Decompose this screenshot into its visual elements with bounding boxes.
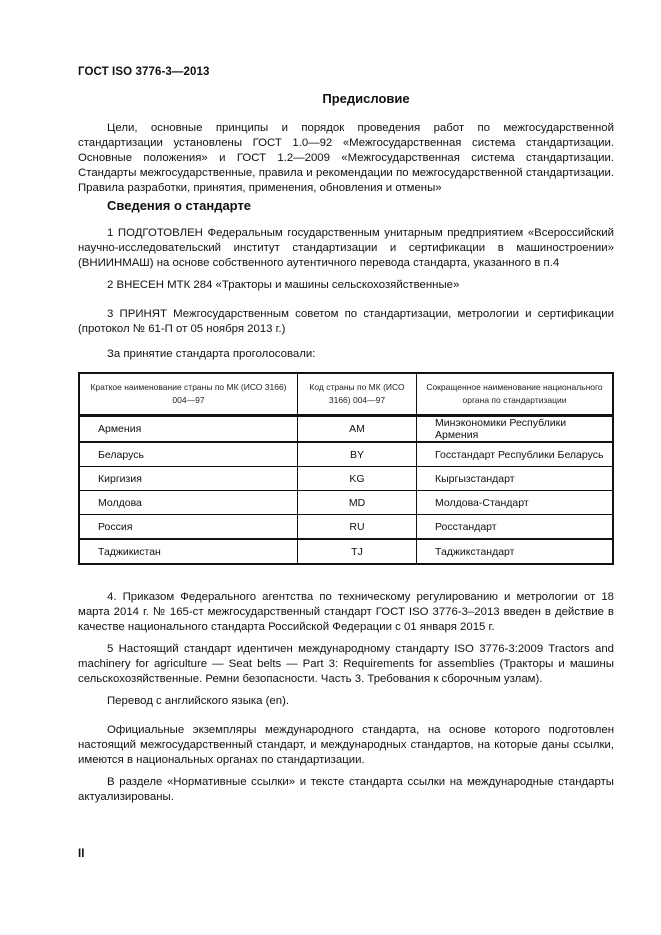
voting-table xyxy=(78,372,614,565)
item-3-block xyxy=(78,307,614,337)
header-national-body: Сокращенное наименование национального органа по стандартизации xyxy=(417,373,614,416)
table-row xyxy=(79,467,613,491)
table-row xyxy=(79,442,613,467)
item-2-block xyxy=(78,278,614,293)
references-note-block xyxy=(78,775,614,805)
voted-label: За принятие стандарта проголосовали: xyxy=(107,348,316,360)
cell-country: Киргизия xyxy=(79,467,298,491)
cell-org: Кыргызстандарт xyxy=(417,467,614,491)
item-4-block xyxy=(78,590,614,635)
cell-code: RU xyxy=(298,515,417,540)
official-copies-block xyxy=(78,723,614,768)
table-row xyxy=(79,539,613,564)
cell-code: KG xyxy=(298,467,417,491)
item-1-paragraph: 1 ПОДГОТОВЛЕН Федеральным государственным унитарным предприятием «Всероссийский научно-исследовательский институт стандартизации и сертификации в машиностроении» (ВНИИНМАШ) на основе собственного аутентичного перевода стандарта, указанного в п.4 xyxy=(78,227,614,269)
cell-country: Армения xyxy=(79,416,298,443)
cell-country: Молдова xyxy=(79,491,298,515)
table-row xyxy=(79,416,613,443)
cell-code: MD xyxy=(298,491,417,515)
cell-org: Росстандарт xyxy=(417,515,614,540)
section-heading: Сведения о стандарте xyxy=(107,198,252,213)
official-copies-paragraph: Официальные экземпляры международного стандарта, на основе которого подготовлен настоящий межгосударственный стандарт, и международных стандартов, на которые даны ссылки, имеются в национальных органах по стандартизации. xyxy=(78,724,614,766)
page-title: Предисловие xyxy=(322,91,410,106)
item-5-paragraph: 5 Настоящий стандарт идентичен международному стандарту ISO 3776-3:2009 Tractors and machinery for agriculture — Seat belts — Part 3: Requirements for assemblies (Тракторы и машины сельскохозяйственные. Ремни безопасности. Часть 3. Требования к сборочным узлам). xyxy=(78,643,614,685)
item-2-paragraph: 2 ВНЕСЕН МТК 284 «Тракторы и машины сельскохозяйственные» xyxy=(107,279,460,291)
document-code-header: ГОСТ ISO 3776-3—2013 xyxy=(78,66,210,78)
cell-code: BY xyxy=(298,442,417,467)
references-note-paragraph: В разделе «Нормативные ссылки» и тексте стандарта ссылки на международные стандарты актуализированы. xyxy=(78,776,614,803)
item-5-block xyxy=(78,642,614,687)
header-country-code: Код страны по МК (ИСО 3166) 004—97 xyxy=(298,373,417,416)
intro-paragraph-block xyxy=(78,121,614,196)
cell-code: AM xyxy=(298,416,417,443)
cell-code: TJ xyxy=(298,539,417,564)
item-3-paragraph: 3 ПРИНЯТ Межгосударственным советом по стандартизации, метрологии и сертификации (протокол № 61-П от 05 ноября 2013 г.) xyxy=(78,308,614,335)
item-4-paragraph: 4. Приказом Федерального агентства по техническому регулированию и метрологии от 18 марта 2014 г. № 165-ст межгосударственный стандарт ГОСТ ISO 3776-3–2013 введен в действие в качестве национального стандарта Российской Федерации с 01 января 2015 г. xyxy=(78,591,614,633)
cell-org: Госстандарт Республики Беларусь xyxy=(417,442,614,467)
cell-country: Таджикистан xyxy=(79,539,298,564)
table-row xyxy=(79,491,613,515)
translation-block xyxy=(78,694,614,709)
intro-paragraph: Цели, основные принципы и порядок проведения работ по межгосударственной стандартизации установлены ГОСТ 1.0—92 «Межгосударственная система стандартизации. Основные положения» и ГОСТ 1.2—2009 «Межгосударственная система стандартизации. Стандарты межгосударственные, правила и рекомендации по межгосударственной стандартизации. Правила разработки, принятия, применения, обновления и отмены» xyxy=(78,122,614,194)
cell-org: Таджикстандарт xyxy=(417,539,614,564)
cell-org: Молдова-Стандарт xyxy=(417,491,614,515)
header-country-name: Краткое наименование страны по МК (ИСО 3166) 004—97 xyxy=(79,373,298,416)
table-header-row xyxy=(79,373,613,416)
cell-org: Минэкономики Республики Армения xyxy=(417,416,614,443)
table-row xyxy=(79,515,613,540)
translation-note: Перевод с английского языка (en). xyxy=(107,695,290,707)
item-1-block xyxy=(78,226,614,271)
page-number: II xyxy=(78,848,85,860)
cell-country: Россия xyxy=(79,515,298,540)
cell-country: Беларусь xyxy=(79,442,298,467)
voted-label-block xyxy=(78,347,614,362)
